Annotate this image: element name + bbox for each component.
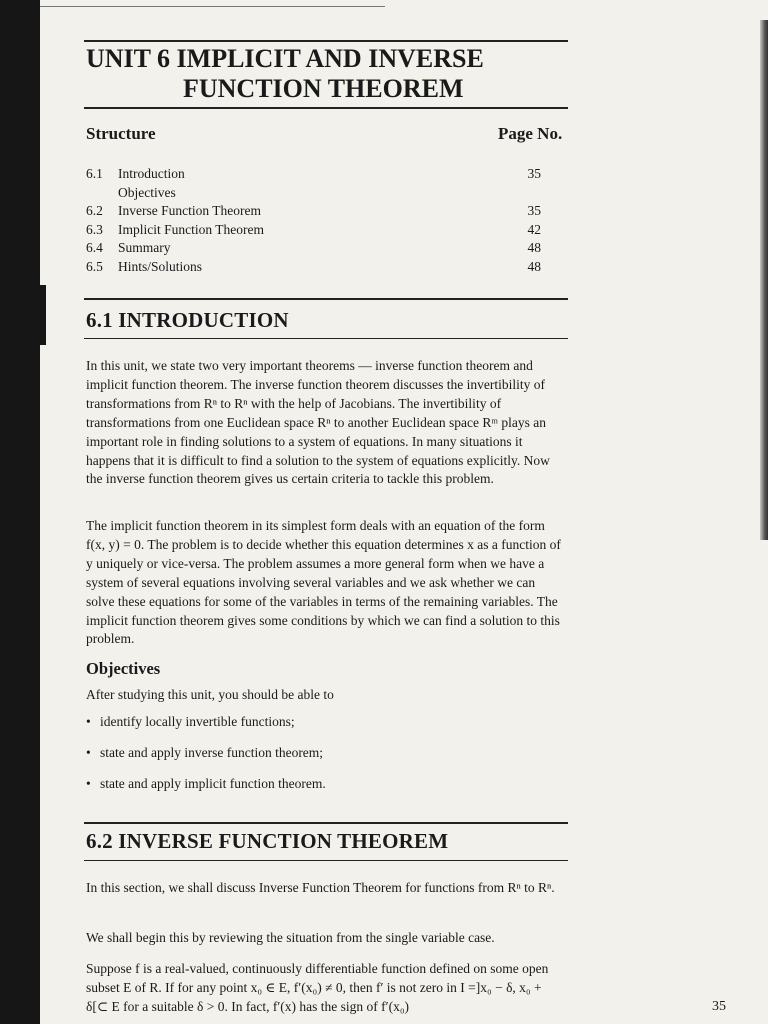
- toc-page: 42: [527, 221, 541, 237]
- intro-paragraph-1: In this unit, we state two very important theorems — inverse function theorem and implicit function theorem. The inverse function theorem discusses the invertibility of transformations from Rⁿ to Rⁿ with the help of Jacobians. The invertibility of transformations from one Euclidean space Rⁿ to another Euclidean space Rᵐ plays an important role in finding solutions to a system of equations. In many situations it happens that it is difficult to find a solution to the system of equations explicitly. Now the inverse function theorem gives us certain criteria to tackle this problem.: [86, 358, 550, 487]
- toc-row: [86, 184, 541, 203]
- section-2-paragraph-2: We shall begin this by reviewing the situation from the single variable case.: [86, 930, 495, 945]
- list-item: [86, 713, 566, 744]
- page-number-heading: Page No.: [498, 124, 563, 143]
- top-divider: [40, 6, 385, 7]
- section-6-1-heading: 6.1 INTRODUCTION: [86, 308, 289, 332]
- toc-label: Hints/Solutions: [118, 258, 203, 274]
- unit-title-bottom-rule: [84, 107, 568, 109]
- scan-left-edge: [0, 0, 40, 1024]
- toc-page: 35: [527, 203, 541, 219]
- toc-page: 35: [527, 166, 541, 181]
- toc-number: 6.3: [86, 221, 103, 237]
- toc-page: 48: [527, 240, 541, 256]
- toc-row: [86, 239, 541, 258]
- section-6-2-heading: 6.2 INVERSE FUNCTION THEOREM: [86, 829, 449, 853]
- toc-page: [511, 184, 541, 203]
- objectives-heading: Objectives: [86, 659, 161, 678]
- section-6-2-bottom-rule: [84, 860, 568, 861]
- objectives-intro: After studying this unit, you should be able to: [86, 687, 334, 702]
- bullet-icon: •: [86, 776, 91, 791]
- structure-heading: Structure: [86, 124, 156, 143]
- toc-label: Summary: [118, 240, 171, 256]
- list-item: [86, 744, 566, 775]
- unit-title-top-rule: [84, 40, 568, 42]
- objective-text: identify locally invertible functions;: [100, 714, 295, 729]
- toc-number: [86, 184, 118, 203]
- section-6-1-bottom-rule: [84, 338, 568, 339]
- unit-title-line1: UNIT 6 IMPLICIT AND INVERSE: [86, 44, 484, 73]
- toc-label: Inverse Function Theorem: [118, 203, 261, 219]
- scan-left-edge-notch: [40, 285, 46, 345]
- toc-row: [86, 258, 541, 277]
- toc-row: [86, 202, 541, 221]
- intro-paragraph-2: The implicit function theorem in its simplest form deals with an equation of the form f(x, y) = 0. The problem is to decide whether this equation determines x as a function of y uniquely or vice-versa. The problem assumes a more general form when we have a system of several equations involving several variables and we ask whether we can solve these equations for some of the variables in terms of the remaining variables. The implicit function theorem gives some conditions by which we can find a solution to this problem.: [86, 518, 561, 647]
- section-2-paragraph-1: In this section, we shall discuss Inverse Function Theorem for functions from Rⁿ to Rⁿ.: [86, 880, 555, 895]
- bullet-icon: •: [86, 745, 91, 760]
- toc-number: 6.2: [86, 203, 103, 219]
- table-of-contents: [86, 165, 541, 277]
- section-6-1-top-rule: [84, 298, 568, 300]
- section-2-paragraph-3: Suppose f is a real-valued, continuously differentiable function defined on some open subset E of R. If for any point x₀ ∈ E, f′(x₀) ≠ 0, then f′ is not zero in I =]x₀ − δ, x₀ + δ[⊂ E for a suitable δ > 0. In fact, f′(x) has the sign of f′(x₀): [86, 961, 549, 1014]
- bullet-icon: •: [86, 714, 91, 729]
- toc-label: Introduction: [118, 166, 185, 181]
- unit-title-line2: FUNCTION THEOREM: [183, 74, 464, 103]
- section-6-2-top-rule: [84, 822, 568, 824]
- toc-number: 6.1: [86, 166, 103, 181]
- toc-page: 48: [527, 258, 541, 274]
- toc-number: 6.4: [86, 240, 103, 256]
- toc-number: 6.5: [86, 258, 103, 274]
- toc-row: [86, 165, 541, 184]
- toc-label: Implicit Function Theorem: [118, 221, 264, 237]
- toc-label: Objectives: [118, 184, 176, 200]
- list-item: [86, 775, 566, 806]
- page-number: 35: [712, 999, 726, 1014]
- scan-right-edge: [760, 20, 768, 540]
- objectives-list: [86, 713, 566, 806]
- objective-text: state and apply implicit function theorem.: [100, 776, 326, 791]
- objective-text: state and apply inverse function theorem;: [100, 745, 324, 760]
- unit-title: [86, 44, 566, 104]
- toc-row: [86, 221, 541, 240]
